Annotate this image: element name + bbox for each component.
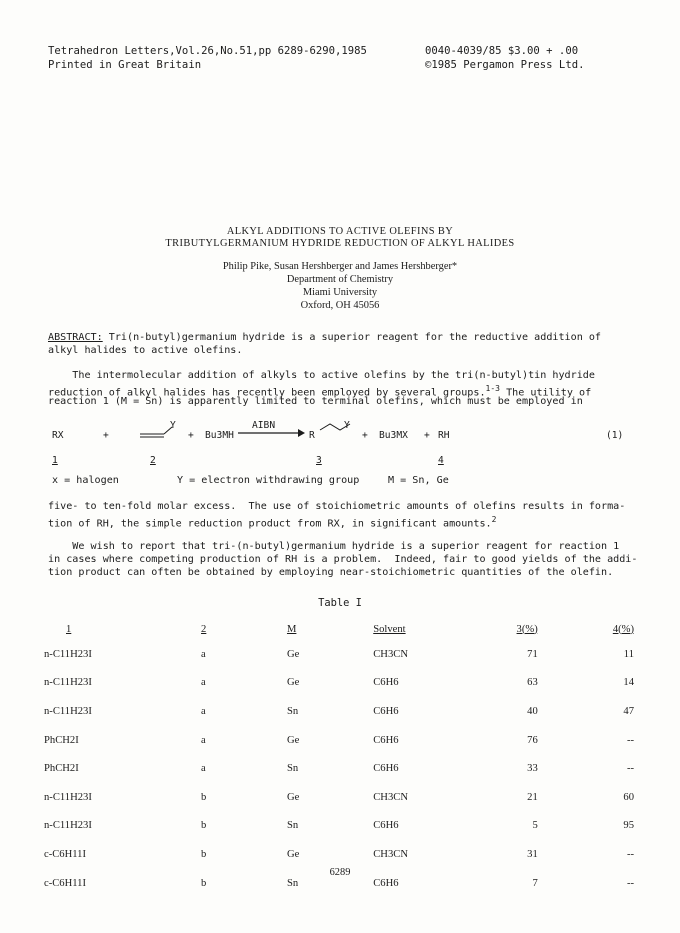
cell-metal: Sn xyxy=(286,705,299,717)
cell-yield-4: -- xyxy=(626,763,634,775)
table-row xyxy=(44,754,644,783)
author-names: Philip Pike, Susan Hershberger and James Hershberger* xyxy=(222,261,458,272)
para2-line1: five- to ten-fold molar excess. The use of stoichiometric amounts of olefins results in forma- xyxy=(48,501,626,512)
eq-plus3: + xyxy=(362,430,368,441)
eq-num-3: 3 xyxy=(316,455,322,466)
eq-plus2: + xyxy=(188,430,194,441)
table-row xyxy=(44,840,644,869)
author-city: Oxford, OH 45056 xyxy=(300,300,380,311)
cell-metal: Ge xyxy=(286,648,300,660)
para1-line1: The intermolecular addition of alkyls to active olefins by the tri(n-butyl)tin hydride xyxy=(48,370,595,381)
cell-olefin: b xyxy=(201,820,207,832)
cell-solvent: C6H6 xyxy=(373,763,399,775)
eq-bu3mh: Bu3MH xyxy=(205,430,234,441)
cell-olefin: a xyxy=(201,677,206,689)
eq-r: R xyxy=(309,430,315,441)
cell-solvent: CH3CN xyxy=(373,648,408,660)
results-table xyxy=(44,618,644,897)
author-university: Miami University xyxy=(302,287,378,298)
cell-olefin: a xyxy=(201,648,206,660)
cell-yield-4: 14 xyxy=(623,677,634,689)
cell-yield-4: -- xyxy=(626,877,634,889)
journal-line: Tetrahedron Letters,Vol.26,No.51,pp 6289-6290,1985 xyxy=(48,45,367,57)
cell-metal: Sn xyxy=(286,877,299,889)
cell-solvent: C6H6 xyxy=(373,705,399,717)
table-row xyxy=(44,726,644,755)
para3-line2: in cases where competing production of RH is a problem. Indeed, fair to good yields of the addi- xyxy=(48,554,638,565)
eq-bu3mx: Bu3MX xyxy=(379,430,408,441)
cell-yield-3: 71 xyxy=(527,648,538,660)
cell-solvent: C6H6 xyxy=(373,734,399,746)
copyright-line: ©1985 Pergamon Press Ltd. xyxy=(425,59,585,71)
cell-metal: Ge xyxy=(286,734,300,746)
abstract-line1: Tri(n-butyl)germanium hydride is a superior reagent for the reductive addition of xyxy=(102,332,602,343)
cell-metal: Sn xyxy=(286,763,299,775)
cell-metal: Sn xyxy=(286,820,299,832)
eq-number: (1) xyxy=(606,430,624,441)
cell-solvent: C6H6 xyxy=(373,677,399,689)
table-row xyxy=(44,640,644,669)
cell-metal: Ge xyxy=(286,848,300,860)
para2-line2-text: tion of RH, the simple reduction product from RX, in significant amounts. xyxy=(48,518,492,530)
table-header-row xyxy=(44,618,644,640)
eq-y1: Y xyxy=(170,420,176,431)
eq-plus1: + xyxy=(103,430,109,441)
cell-solvent: CH3CN xyxy=(373,848,408,860)
abstract xyxy=(48,331,601,344)
col-header-1: 1 xyxy=(66,623,72,635)
col-header-3: 3(%) xyxy=(516,623,538,635)
author-department: Department of Chemistry xyxy=(286,274,394,285)
abstract-label: ABSTRACT: xyxy=(48,332,103,343)
cell-yield-3: 63 xyxy=(527,677,538,689)
cell-yield-3: 5 xyxy=(532,820,538,832)
cell-olefin: b xyxy=(201,848,207,860)
cell-olefin: b xyxy=(201,877,207,889)
paper-title-line2: TRIBUTYLGERMANIUM HYDRIDE REDUCTION OF ALKYL HALIDES xyxy=(165,238,515,249)
legend-x: x = halogen xyxy=(52,475,119,486)
cell-solvent: C6H6 xyxy=(373,820,399,832)
table-body xyxy=(44,640,644,897)
legend-y: Y = electron withdrawing group xyxy=(177,475,360,486)
eq-rh: RH xyxy=(438,430,450,441)
cell-solvent: C6H6 xyxy=(373,877,399,889)
cell-yield-3: 40 xyxy=(527,705,538,717)
abstract-line2: alkyl halides to active olefins. xyxy=(48,345,243,356)
cell-yield-3: 33 xyxy=(527,763,538,775)
paper-title-line1: ALKYL ADDITIONS TO ACTIVE OLEFINS BY xyxy=(226,226,454,237)
col-header-m: M xyxy=(286,623,297,635)
cell-halide: PhCH2I xyxy=(44,734,79,746)
page-number: 6289 xyxy=(329,867,351,878)
eq-aibn: AIBN xyxy=(252,420,276,431)
cell-halide: n-C11H23I xyxy=(44,648,92,660)
para2-line2 xyxy=(48,513,496,531)
para1-line3: reaction 1 (M = Sn) is apparently limited to terminal olefins, which must be employed in xyxy=(48,396,583,407)
cell-halide: n-C11H23I xyxy=(44,677,92,689)
price-line: 0040-4039/85 $3.00 + .00 xyxy=(425,45,579,57)
eq-num-4: 4 xyxy=(438,455,444,466)
table-row xyxy=(44,669,644,698)
cell-halide: n-C11H23I xyxy=(44,705,92,717)
table-caption: Table I xyxy=(318,597,362,609)
eq-rx: RX xyxy=(52,430,64,441)
table-row xyxy=(44,697,644,726)
col-header-solvent: Solvent xyxy=(373,623,406,635)
printed-line: Printed in Great Britain xyxy=(48,59,202,71)
cell-yield-4: -- xyxy=(626,734,634,746)
cell-yield-4: 95 xyxy=(623,820,634,832)
eq-plus4: + xyxy=(424,430,430,441)
eq-y2: Y xyxy=(344,420,350,431)
cell-solvent: CH3CN xyxy=(373,791,408,803)
cell-yield-4: 11 xyxy=(623,648,634,660)
table-row xyxy=(44,812,644,841)
cell-halide: c-C6H11I xyxy=(44,877,86,889)
cell-metal: Ge xyxy=(286,791,300,803)
cell-halide: n-C11H23I xyxy=(44,820,92,832)
cell-halide: c-C6H11I xyxy=(44,848,86,860)
table-row xyxy=(44,783,644,812)
legend-m: M = Sn, Ge xyxy=(388,475,449,486)
para1-line2-tail: The utility of xyxy=(500,387,592,399)
cell-olefin: a xyxy=(201,763,206,775)
cell-yield-3: 76 xyxy=(527,734,538,746)
col-header-4: 4(%) xyxy=(612,623,634,635)
para3-line1: We wish to report that tri-(n-butyl)germanium hydride is a superior reagent for reaction 1 xyxy=(48,541,620,552)
product-chain-structure xyxy=(318,418,360,438)
cell-halide: n-C11H23I xyxy=(44,791,92,803)
cell-metal: Ge xyxy=(286,677,300,689)
cell-olefin: b xyxy=(201,791,207,803)
cell-yield-3: 31 xyxy=(527,848,538,860)
cell-halide: PhCH2I xyxy=(44,763,79,775)
cell-olefin: a xyxy=(201,734,206,746)
cell-yield-4: 60 xyxy=(623,791,634,803)
cell-olefin: a xyxy=(201,705,206,717)
cell-yield-3: 21 xyxy=(527,791,538,803)
eq-num-1: 1 xyxy=(52,455,58,466)
eq-num-2: 2 xyxy=(150,455,156,466)
col-header-2: 2 xyxy=(201,623,207,635)
cell-yield-4: -- xyxy=(626,848,634,860)
para3-line3: tion product can often be obtained by employing near-stoichiometric quantities of the olefin. xyxy=(48,567,614,578)
para1-line2-text: reduction of alkyl halides has recently been employed by several groups. xyxy=(48,387,486,399)
citation-sup: 1-3 xyxy=(485,384,500,393)
citation-sup-2: 2 xyxy=(491,515,497,524)
reaction-arrow-icon xyxy=(238,428,306,438)
cell-yield-3: 7 xyxy=(532,877,538,889)
cell-yield-4: 47 xyxy=(623,705,634,717)
